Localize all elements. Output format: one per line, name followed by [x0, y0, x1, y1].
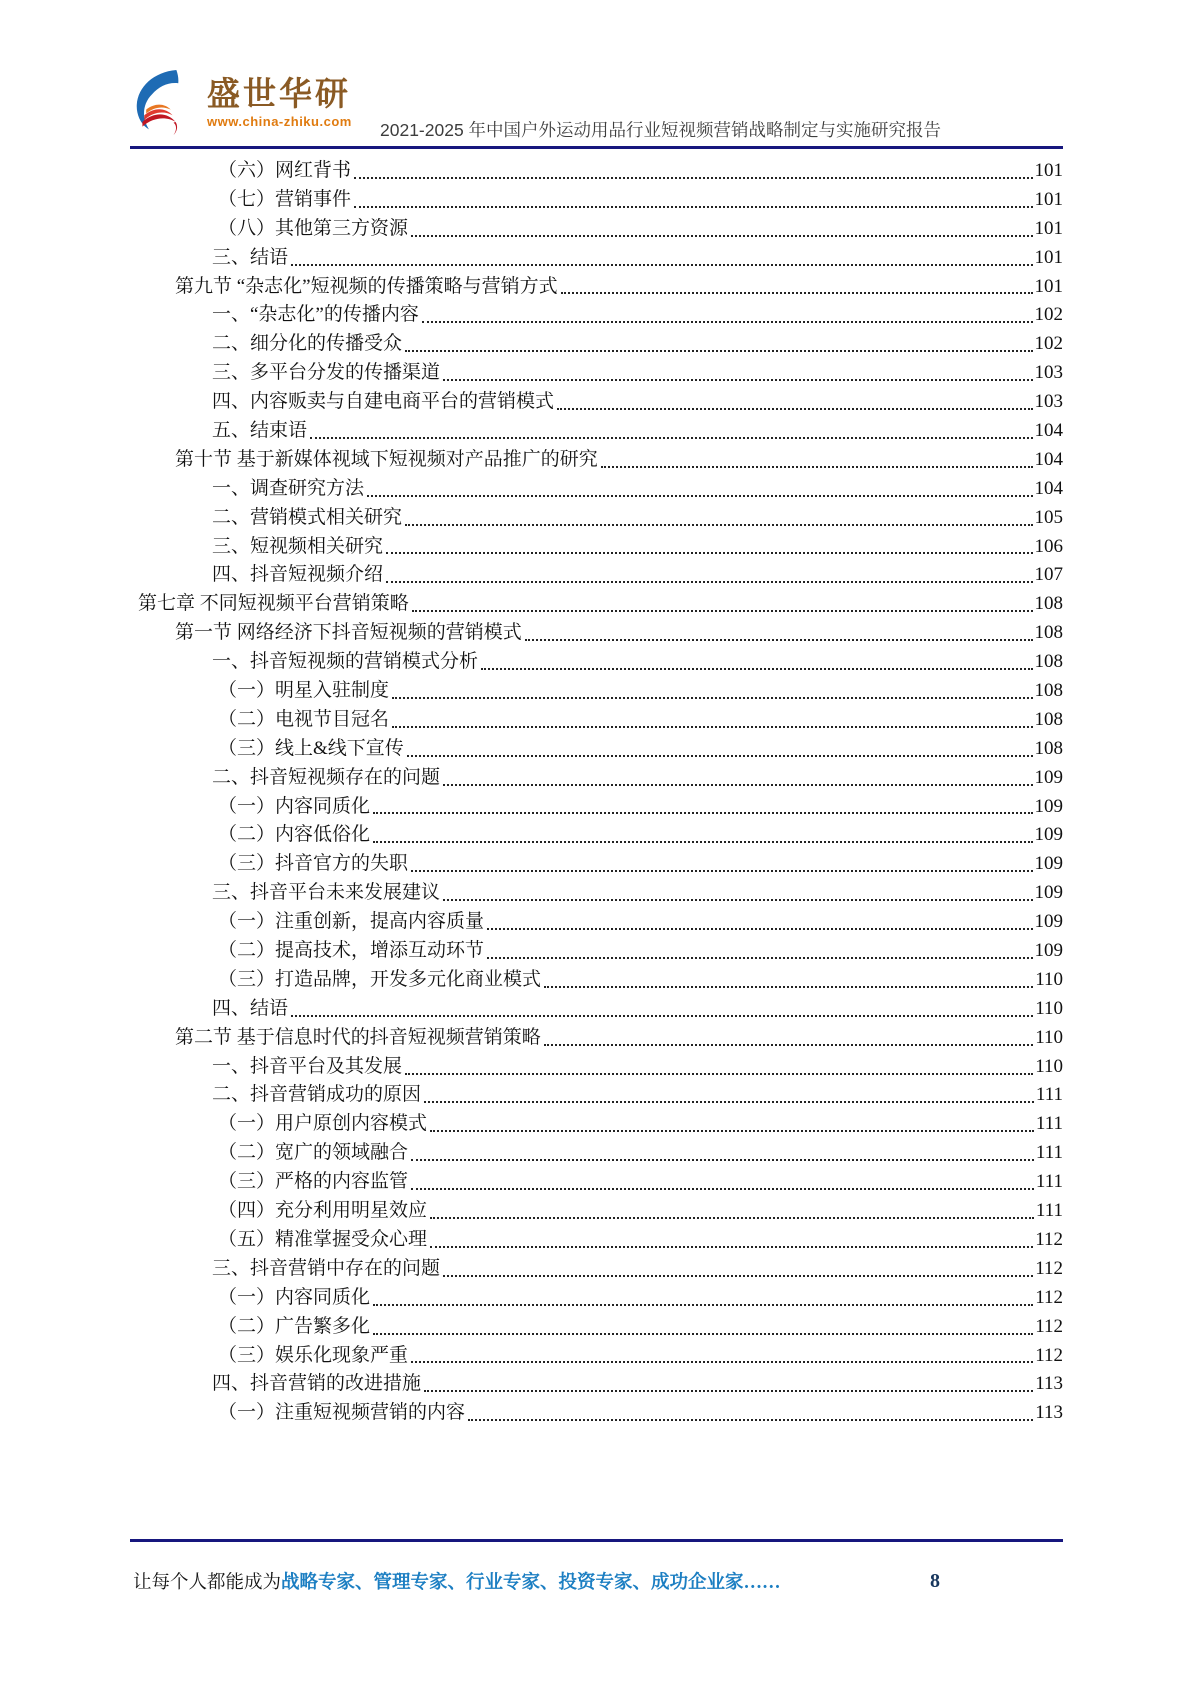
toc-entry-text: （三）严格的内容监管 — [218, 1171, 409, 1193]
toc-page-number: 103 — [1034, 391, 1063, 413]
toc-entry-text: （八）其他第三方资源 — [218, 217, 409, 239]
toc-leader-dots — [405, 1073, 1033, 1075]
toc-page-number: 111 — [1035, 1171, 1063, 1193]
toc-entry[interactable] — [130, 244, 1063, 273]
toc-leader-dots — [386, 552, 1032, 554]
toc-entry[interactable] — [130, 359, 1063, 388]
toc-entry[interactable] — [130, 157, 1063, 186]
toc-page-number: 110 — [1035, 1026, 1063, 1048]
toc-leader-dots — [487, 928, 1032, 930]
toc-page-number: 108 — [1034, 708, 1063, 730]
toc-entry[interactable] — [130, 1139, 1063, 1168]
toc-page-number: 109 — [1034, 766, 1063, 788]
toc-page-number: 103 — [1034, 362, 1063, 384]
toc-entry[interactable] — [130, 388, 1063, 417]
toc-entry-text: 三、结语 — [212, 246, 289, 268]
toc-page-number: 104 — [1034, 420, 1063, 441]
toc-leader-dots — [443, 379, 1032, 381]
toc-entry[interactable] — [130, 793, 1063, 822]
toc-leader-dots — [481, 668, 1032, 670]
toc-entry-text: 三、抖音营销中存在的问题 — [212, 1257, 441, 1279]
toc-leader-dots — [411, 870, 1032, 872]
toc-entry-text: 第一节 网络经济下抖音短视频的营销模式 — [175, 622, 522, 644]
toc-entry-text: （六）网红背书 — [218, 159, 352, 181]
toc-leader-dots — [411, 1188, 1034, 1190]
toc-entry[interactable] — [130, 504, 1063, 533]
toc-leader-dots — [310, 437, 1032, 439]
toc-page-number: 101 — [1034, 275, 1063, 297]
toc-leader-dots — [405, 524, 1032, 526]
toc-page-number: 110 — [1035, 997, 1063, 1019]
toc-entry-text: （五）精准掌握受众心理 — [218, 1228, 428, 1250]
toc-entry[interactable] — [130, 1110, 1063, 1139]
toc-page-number: 102 — [1034, 333, 1063, 355]
toc-entry[interactable] — [130, 1399, 1063, 1428]
toc-page-number: 101 — [1034, 159, 1063, 181]
toc-leader-dots — [601, 466, 1033, 468]
toc-entry[interactable] — [130, 215, 1063, 244]
toc-page-number: 109 — [1034, 911, 1063, 933]
toc-page-number: 101 — [1034, 188, 1063, 210]
brand-text-block — [207, 77, 352, 129]
toc-page-number: 113 — [1035, 1373, 1063, 1395]
toc-entry-text: 第十节 基于新媒体视域下短视频对产品推广的研究 — [175, 448, 598, 470]
toc-entry[interactable] — [130, 475, 1063, 504]
toc-entry-text: 二、抖音营销成功的原因 — [212, 1084, 422, 1106]
toc-entry-text: 四、内容贩卖与自建电商平台的营销模式 — [212, 391, 555, 413]
toc-entry[interactable] — [130, 995, 1063, 1024]
toc-entry-text: （一）内容同质化 — [218, 795, 371, 817]
toc-entry[interactable] — [130, 677, 1063, 706]
footer-rule — [130, 1539, 1063, 1542]
toc-entry-text: 四、抖音短视频介绍 — [212, 564, 384, 586]
toc-entry[interactable] — [130, 301, 1063, 330]
toc-page-number: 112 — [1035, 1344, 1063, 1366]
toc-entry-text: （二）电视节目冠名 — [218, 708, 390, 730]
toc-entry-text: （一）注重短视频营销的内容 — [218, 1402, 466, 1424]
toc-entry[interactable] — [130, 273, 1063, 302]
toc-page-number: 111 — [1035, 1142, 1063, 1164]
toc-entry-text: （一）用户原创内容模式 — [218, 1113, 428, 1135]
toc-leader-dots — [392, 726, 1032, 728]
toc-entry[interactable] — [130, 330, 1063, 359]
toc-page-number: 109 — [1034, 795, 1063, 817]
toc-entry[interactable] — [130, 619, 1063, 648]
toc-leader-dots — [367, 495, 1032, 497]
toc-entry-text: （三）娱乐化现象严重 — [218, 1344, 409, 1366]
toc-leader-dots — [430, 1130, 1034, 1132]
toc-page-number: 107 — [1034, 564, 1063, 586]
toc-page-number: 108 — [1034, 680, 1063, 702]
toc-leader-dots — [354, 177, 1032, 179]
toc-page-number: 111 — [1035, 1113, 1063, 1135]
toc-entry-text: 三、抖音平台未来发展建议 — [212, 882, 441, 904]
toc-page-number: 108 — [1034, 737, 1063, 759]
toc-entry-text: （三）线上&线下宣传 — [218, 737, 404, 759]
toc-page-number: 111 — [1035, 1200, 1063, 1222]
toc-entry[interactable] — [130, 1053, 1063, 1082]
page-number: 8 — [930, 1570, 940, 1592]
toc-entry-text: 二、抖音短视频存在的问题 — [212, 766, 441, 788]
toc-leader-dots — [424, 1101, 1034, 1103]
toc-entry[interactable] — [130, 706, 1063, 735]
toc-leader-dots — [443, 899, 1032, 901]
toc-entry[interactable] — [130, 590, 1063, 619]
toc-entry-text: 一、抖音平台及其发展 — [212, 1055, 403, 1077]
toc-entry[interactable] — [130, 1024, 1063, 1053]
toc-entry[interactable] — [130, 966, 1063, 995]
toc-page-number: 110 — [1035, 968, 1063, 990]
book-swoosh-logo-icon — [133, 68, 199, 138]
toc-page-number: 112 — [1035, 1257, 1063, 1279]
toc-entry-text: 一、“杂志化”的传播内容 — [212, 304, 419, 326]
toc-leader-dots — [412, 610, 1033, 612]
toc-entry[interactable] — [130, 1313, 1063, 1342]
toc-page-number: 104 — [1034, 448, 1063, 470]
toc-entry[interactable] — [130, 821, 1063, 850]
toc-leader-dots — [411, 1361, 1033, 1363]
table-of-contents — [130, 157, 1063, 1428]
toc-entry[interactable] — [130, 1255, 1063, 1284]
toc-leader-dots — [373, 1333, 1033, 1335]
toc-entry[interactable] — [130, 1284, 1063, 1313]
toc-entry-text: （一）内容同质化 — [218, 1286, 371, 1308]
toc-leader-dots — [430, 1217, 1034, 1219]
toc-page-number: 109 — [1034, 824, 1063, 846]
toc-page-number: 104 — [1034, 477, 1063, 499]
toc-leader-dots — [392, 697, 1032, 699]
toc-entry-text: （二）内容低俗化 — [218, 824, 371, 846]
footer-slogan-prefix: 让每个人都能成为 — [133, 1573, 282, 1593]
toc-entry[interactable] — [130, 879, 1063, 908]
toc-page-number: 109 — [1034, 882, 1063, 904]
toc-page-number: 101 — [1034, 217, 1063, 239]
toc-leader-dots — [544, 1044, 1033, 1046]
toc-entry[interactable] — [130, 1197, 1063, 1226]
toc-leader-dots — [373, 841, 1032, 843]
toc-entry-text: 一、调查研究方法 — [212, 477, 365, 499]
toc-entry-text: （三）打造品牌，开发多元化商业模式 — [218, 968, 542, 990]
brand-name: 盛世华研 — [207, 75, 351, 113]
toc-leader-dots — [443, 1275, 1033, 1277]
toc-page-number: 112 — [1035, 1315, 1063, 1337]
toc-entry-text: 二、细分化的传播受众 — [212, 333, 403, 355]
toc-entry[interactable] — [130, 764, 1063, 793]
toc-page-number: 108 — [1034, 651, 1063, 673]
toc-leader-dots — [430, 1246, 1033, 1248]
brand-logo — [133, 68, 352, 138]
toc-page-number: 109 — [1034, 853, 1063, 875]
toc-entry-text: （四）充分利用明星效应 — [218, 1200, 428, 1222]
toc-leader-dots — [411, 235, 1032, 237]
toc-page-number: 110 — [1035, 1055, 1063, 1077]
toc-page-number: 109 — [1034, 940, 1063, 962]
toc-page-number: 112 — [1035, 1228, 1063, 1250]
toc-page-number: 108 — [1034, 622, 1063, 644]
toc-leader-dots — [424, 1390, 1033, 1392]
toc-entry-text: （三）抖音官方的失职 — [218, 853, 409, 875]
toc-entry-text: （二）广告繁多化 — [218, 1315, 371, 1337]
toc-entry[interactable] — [130, 533, 1063, 562]
brand-url: www.china-zhiku.com — [207, 113, 352, 129]
toc-leader-dots — [386, 581, 1032, 583]
toc-entry[interactable] — [130, 1082, 1063, 1111]
toc-entry-text: （一）注重创新，提高内容质量 — [218, 911, 485, 933]
toc-entry[interactable] — [130, 908, 1063, 937]
toc-leader-dots — [405, 350, 1032, 352]
toc-leader-dots — [291, 1015, 1033, 1017]
toc-entry-text: 第二节 基于信息时代的抖音短视频营销策略 — [175, 1026, 541, 1048]
toc-entry[interactable] — [130, 1168, 1063, 1197]
toc-entry-text: 二、营销模式相关研究 — [212, 506, 403, 528]
toc-entry-text: （二）提高技术，增添互动环节 — [218, 940, 485, 962]
footer-slogan-highlight: 战略专家、管理专家、行业专家、投资专家、成功企业家…… — [281, 1573, 781, 1593]
toc-leader-dots — [468, 1419, 1033, 1421]
toc-entry-text: （二）宽广的领域融合 — [218, 1142, 409, 1164]
toc-entry-text: 三、短视频相关研究 — [212, 535, 384, 557]
toc-leader-dots — [354, 206, 1032, 208]
toc-entry-text: 第九节 “杂志化”短视频的传播策略与营销方式 — [175, 275, 558, 297]
report-title: 2021-2025 年中国户外运动用品行业短视频营销战略制定与实施研究报告 — [380, 120, 942, 140]
toc-entry[interactable] — [130, 735, 1063, 764]
toc-entry[interactable] — [130, 1342, 1063, 1371]
toc-leader-dots — [422, 321, 1033, 323]
toc-entry-text: 三、多平台分发的传播渠道 — [212, 362, 441, 384]
toc-leader-dots — [373, 812, 1032, 814]
toc-leader-dots — [561, 292, 1033, 294]
toc-leader-dots — [411, 1159, 1034, 1161]
toc-entry[interactable] — [130, 186, 1063, 215]
toc-entry[interactable] — [130, 937, 1063, 966]
toc-leader-dots — [525, 639, 1033, 641]
toc-entry-text: 第七章 不同短视频平台营销策略 — [138, 593, 409, 615]
toc-entry-text: 四、抖音营销的改进措施 — [212, 1373, 422, 1395]
toc-leader-dots — [373, 1304, 1033, 1306]
toc-entry[interactable] — [130, 446, 1063, 475]
toc-entry-text: （一）明星入驻制度 — [218, 680, 390, 702]
toc-leader-dots — [291, 264, 1032, 266]
toc-leader-dots — [407, 755, 1033, 757]
toc-page-number: 113 — [1035, 1402, 1063, 1424]
toc-entry-text: 四、结语 — [212, 997, 289, 1019]
footer-slogan — [133, 1568, 781, 1594]
toc-entry[interactable] — [130, 850, 1063, 879]
toc-entry-text: 一、抖音短视频的营销模式分析 — [212, 651, 479, 673]
toc-page-number: 101 — [1034, 246, 1063, 268]
toc-entry[interactable] — [130, 561, 1063, 590]
toc-entry[interactable] — [130, 1370, 1063, 1399]
toc-page-number: 106 — [1034, 535, 1063, 557]
toc-leader-dots — [557, 408, 1032, 410]
toc-page-number: 112 — [1035, 1286, 1063, 1308]
toc-leader-dots — [487, 957, 1032, 959]
toc-leader-dots — [443, 784, 1032, 786]
toc-entry-text: （七）营销事件 — [218, 188, 352, 210]
toc-page-number: 105 — [1034, 506, 1063, 528]
toc-entry-text: 五、结束语 — [212, 420, 308, 441]
toc-entry[interactable] — [130, 1226, 1063, 1255]
toc-leader-dots — [544, 986, 1033, 988]
toc-entry[interactable] — [130, 417, 1063, 446]
toc-page-number: 102 — [1034, 304, 1063, 326]
toc-entry[interactable] — [130, 648, 1063, 677]
toc-page-number: 111 — [1035, 1084, 1063, 1106]
header-rule — [130, 146, 1063, 149]
toc-page-number: 108 — [1034, 593, 1063, 615]
